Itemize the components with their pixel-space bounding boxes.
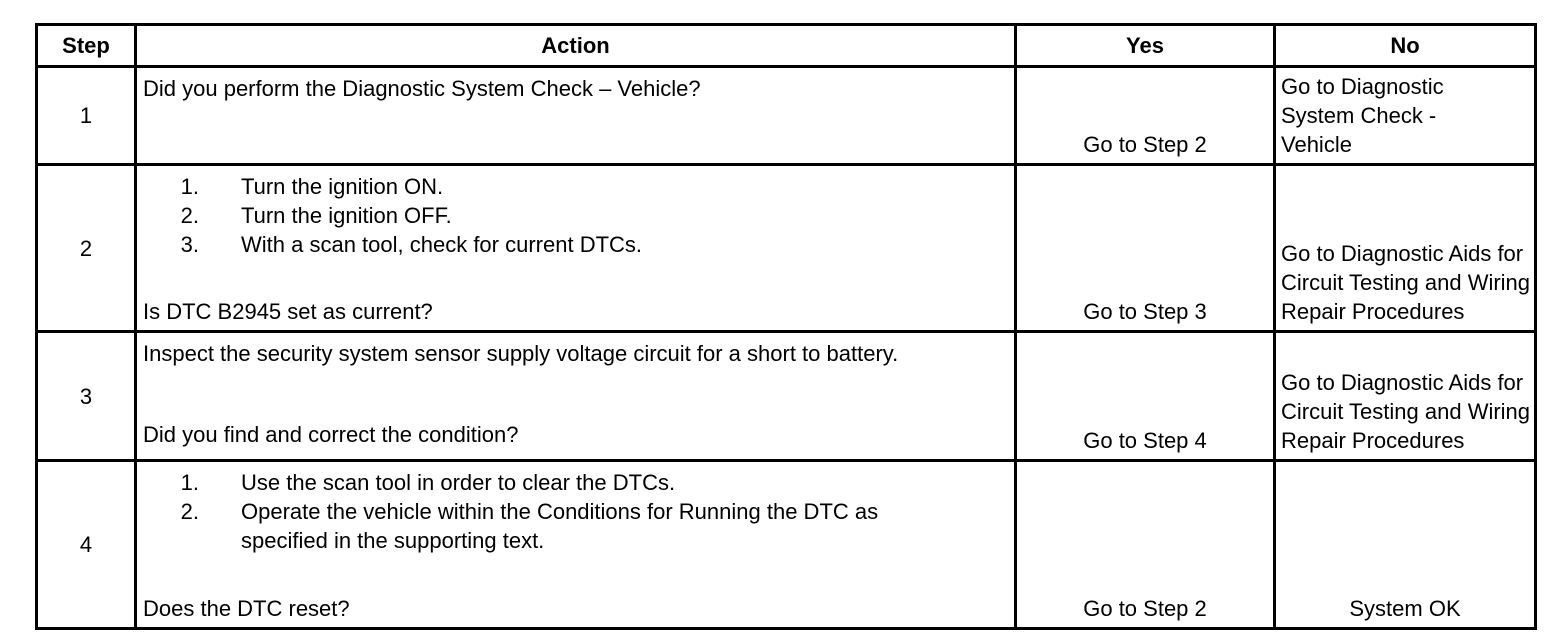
header-step: Step bbox=[37, 25, 136, 67]
action-question: Did you find and correct the condition? bbox=[143, 422, 519, 447]
list-item-text: Turn the ignition OFF. bbox=[241, 203, 452, 228]
list-item-text: Use the scan tool in order to clear the DTCs. bbox=[241, 470, 676, 495]
list-item-text: Turn the ignition ON. bbox=[241, 174, 444, 199]
action-question: Is DTC B2945 set as current? bbox=[143, 299, 433, 324]
no-cell bbox=[1275, 67, 1536, 165]
action-cell bbox=[136, 67, 1016, 165]
step-number: 1 bbox=[37, 67, 136, 165]
list-item bbox=[143, 201, 1008, 230]
list-item-number: 2. bbox=[180, 203, 199, 228]
no-cell bbox=[1275, 461, 1536, 629]
no-cell bbox=[1275, 332, 1536, 461]
action-cell bbox=[136, 461, 1016, 629]
list-item-number: 2. bbox=[180, 499, 199, 524]
action-steps bbox=[143, 468, 1008, 555]
yes-cell: Go to Step 2 bbox=[1016, 461, 1275, 629]
no-text: Go to Diagnostic Aids for Circuit Testing and Wiring Repair Procedures bbox=[1281, 370, 1531, 453]
no-text: Go to Diagnostic Aids for Circuit Testing and Wiring Repair Procedures bbox=[1281, 241, 1531, 324]
header-action: Action bbox=[136, 25, 1016, 67]
table-row bbox=[37, 67, 1536, 165]
step-number: 2 bbox=[37, 165, 136, 332]
yes-cell: Go to Step 3 bbox=[1016, 165, 1275, 332]
no-text: System OK bbox=[1349, 596, 1461, 621]
diagnostic-table bbox=[35, 23, 1537, 630]
step-number: 3 bbox=[37, 332, 136, 461]
no-text: Go to Diagnostic System Check - Vehicle bbox=[1281, 74, 1444, 157]
list-item-number: 1. bbox=[180, 470, 199, 495]
yes-cell: Go to Step 2 bbox=[1016, 67, 1275, 165]
table-row bbox=[37, 332, 1536, 461]
list-item-text: With a scan tool, check for current DTCs. bbox=[241, 232, 643, 257]
list-item bbox=[143, 230, 1008, 259]
step-number: 4 bbox=[37, 461, 136, 629]
list-item bbox=[143, 468, 1008, 497]
no-cell bbox=[1275, 165, 1536, 332]
table-row bbox=[37, 461, 1536, 629]
action-steps bbox=[143, 172, 1008, 259]
list-item-text: Operate the vehicle within the Conditions for Running the DTC as specified in the supporting text. bbox=[241, 499, 879, 553]
action-question: Does the DTC reset? bbox=[143, 596, 350, 621]
action-cell bbox=[136, 332, 1016, 461]
list-item bbox=[143, 172, 1008, 201]
yes-cell: Go to Step 4 bbox=[1016, 332, 1275, 461]
list-item bbox=[143, 497, 1008, 555]
table-row bbox=[37, 165, 1536, 332]
action-cell bbox=[136, 165, 1016, 332]
header-yes: Yes bbox=[1016, 25, 1275, 67]
header-row bbox=[37, 25, 1536, 67]
header-no: No bbox=[1275, 25, 1536, 67]
action-intro: Did you perform the Diagnostic System Check – Vehicle? bbox=[143, 76, 701, 101]
action-intro: Inspect the security system sensor supply voltage circuit for a short to battery. bbox=[143, 341, 899, 366]
list-item-number: 1. bbox=[180, 174, 199, 199]
list-item-number: 3. bbox=[180, 232, 199, 257]
